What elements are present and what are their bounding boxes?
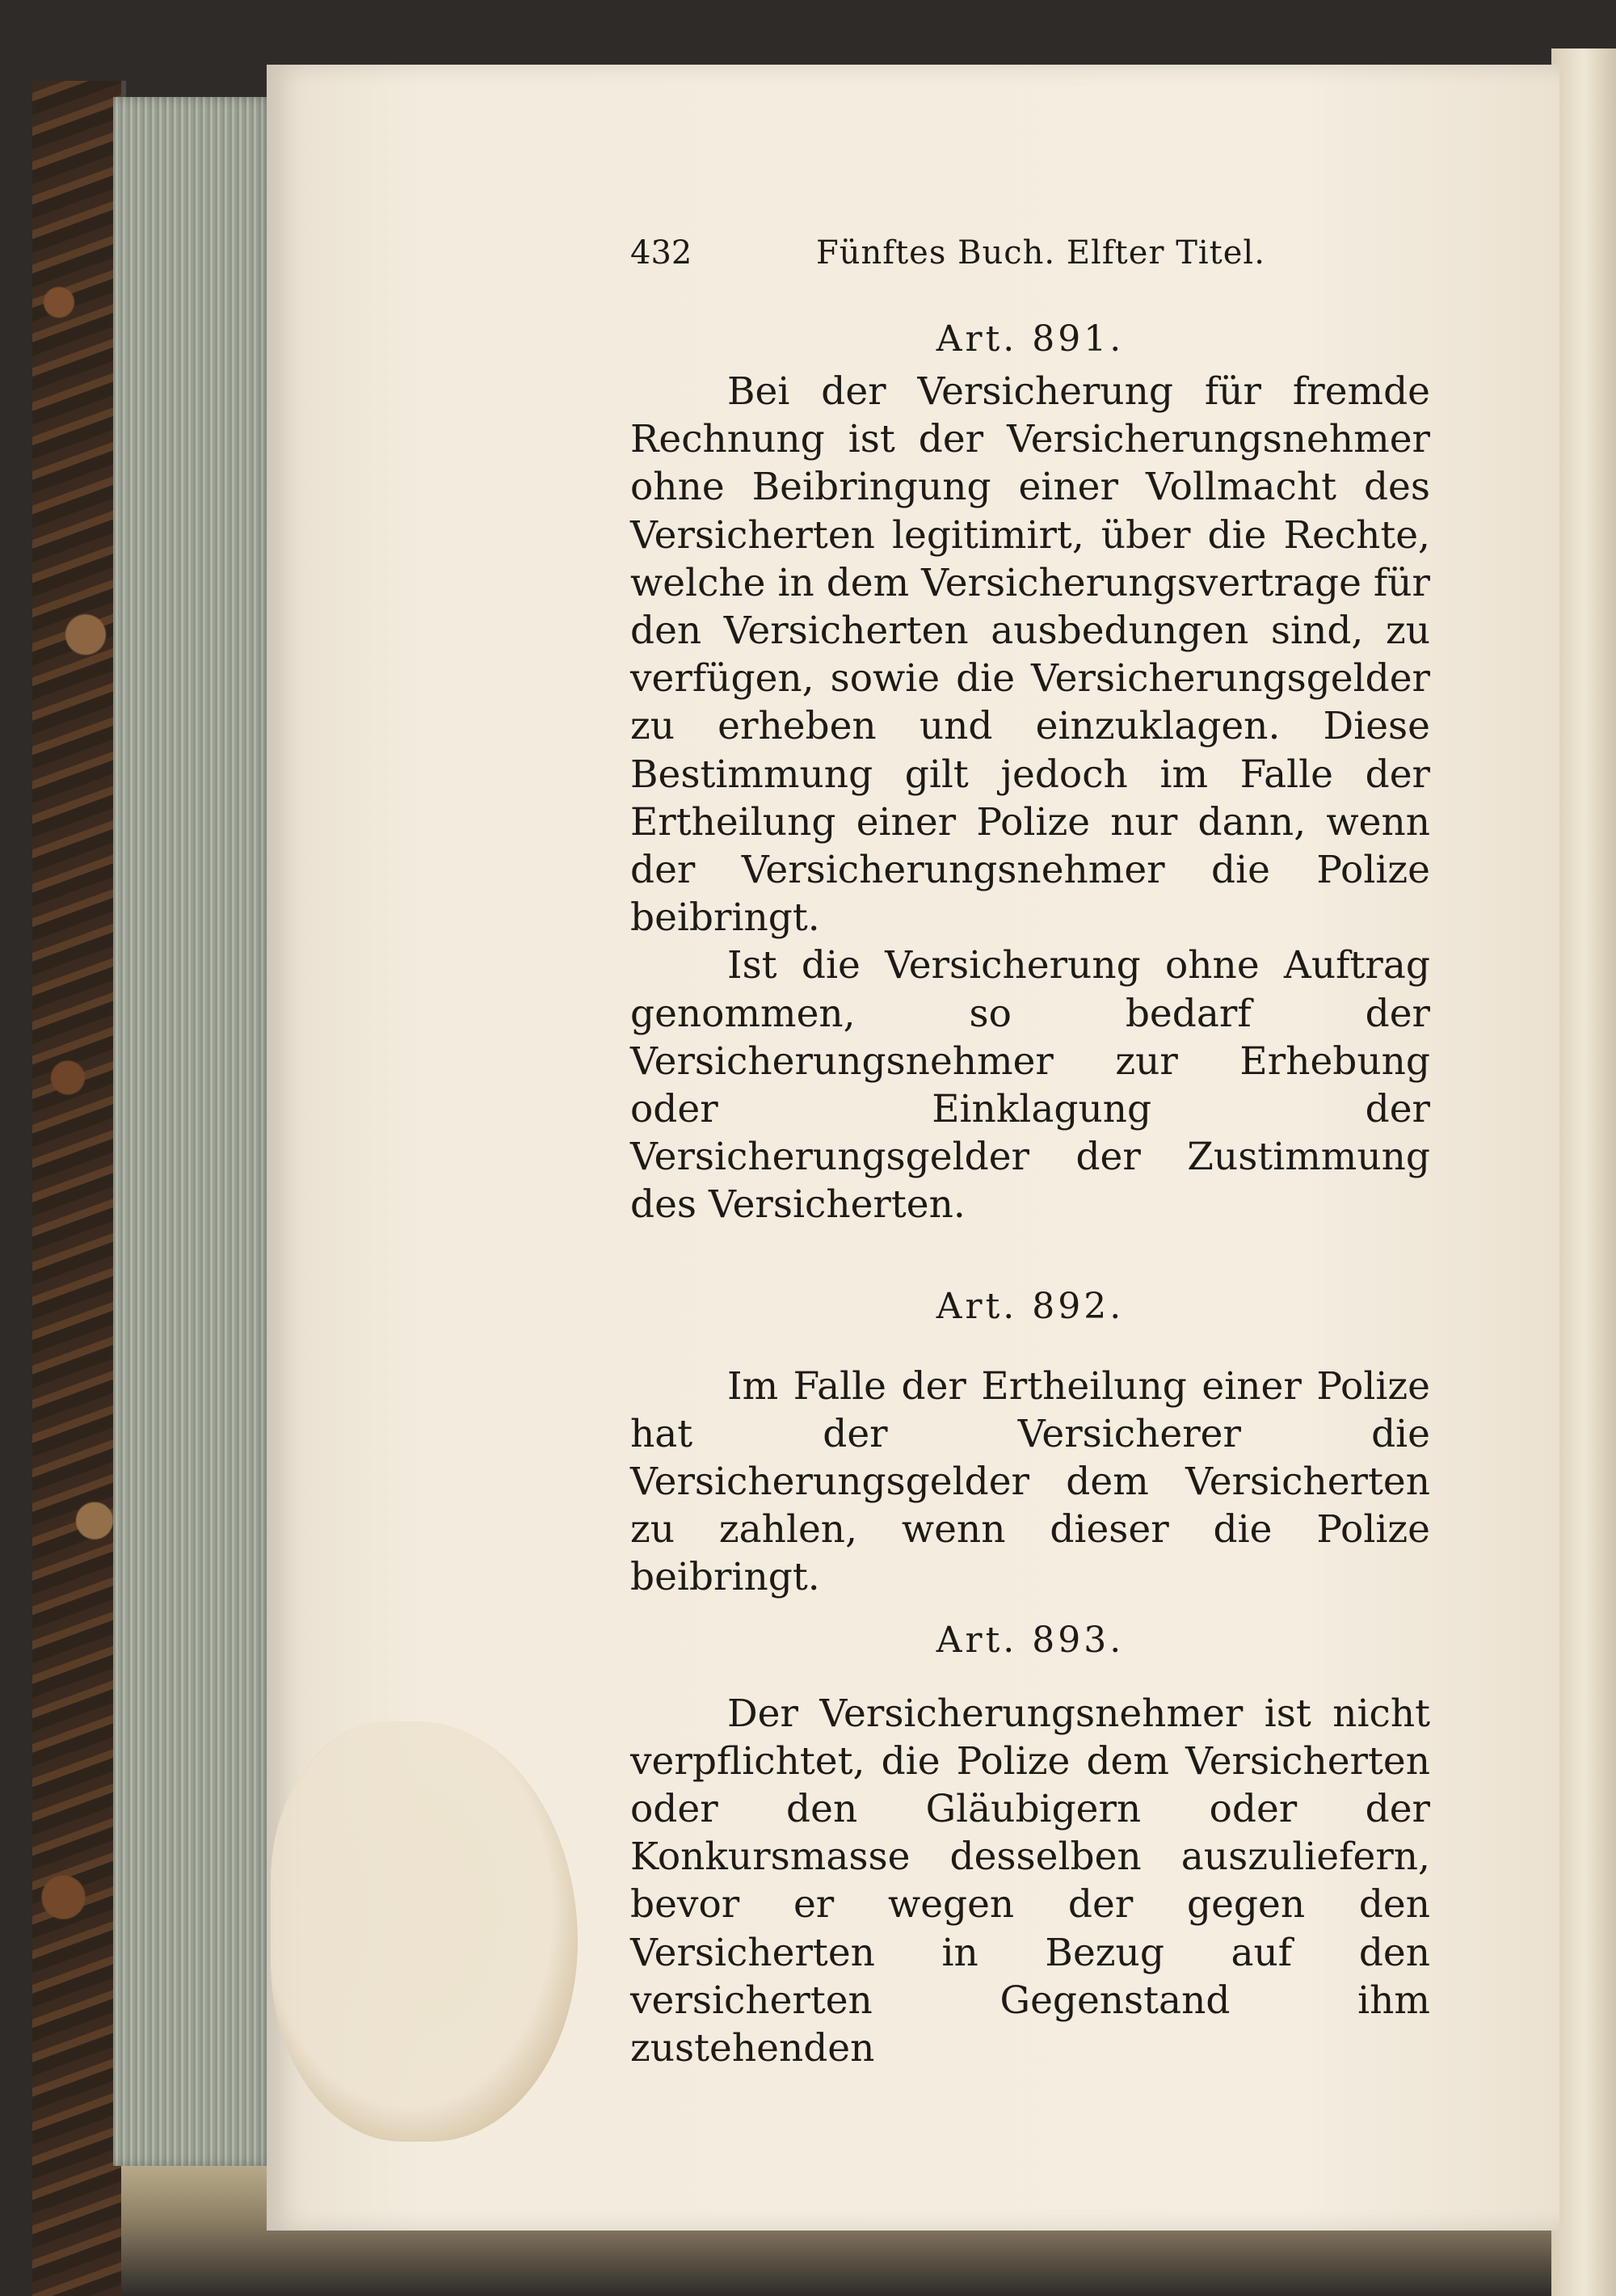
marbled-cover	[32, 81, 126, 2296]
page-number: 432	[630, 234, 692, 272]
article-891-heading: Art. 891.	[936, 318, 1125, 360]
page-content	[630, 234, 1430, 2072]
article-893-paragraph-1: Der Versicherungsnehmer ist nicht verpflichtet, die Polize dem Versicherten oder den Gläubigern oder der Konkursmasse desselben auszuliefern, bevor er wegen der gegen den Versicherten in Bezug auf den versicherten Gegenstand ihm zustehenden	[630, 1691, 1430, 2071]
article-893-heading: Art. 893.	[936, 1619, 1125, 1661]
facing-page-edge	[1551, 48, 1616, 2296]
running-head: Fünftes Buch. Elfter Titel.	[816, 234, 1265, 272]
article-891-paragraph-2: Ist die Versicherung ohne Auftrag genommen, so bedarf der Versicherungsnehmer zur Erhebung oder Einklagung der Versicherungsgelder der Zustimmung des Versicherten.	[630, 943, 1430, 1228]
article-891-paragraph-1: Bei der Versicherung für fremde Rechnung ist der Versicherungsnehmer ohne Beibringung einer Vollmacht des Versicherten legitimirt, über die Rechte, welche in dem Versicherungsvertrage für den Versicherten ausbedungen sind, zu verfügen, sowie die Versicherungsgelder zu erheben und einzuklagen. Diese Bestimmung gilt jedoch im Falle der Ertheilung einer Polize nur dann, wenn der Versicherungsnehmer die Polize beibringt.	[630, 369, 1430, 941]
article-892-paragraph-1: Im Falle der Ertheilung einer Polize hat der Versicherer die Versicherungsgelder dem Versicherten zu zahlen, wenn dieser die Polize beibringt.	[630, 1363, 1430, 1600]
page-edges	[113, 97, 275, 2166]
page-header	[630, 234, 1430, 307]
article-892-heading: Art. 892.	[936, 1285, 1125, 1327]
